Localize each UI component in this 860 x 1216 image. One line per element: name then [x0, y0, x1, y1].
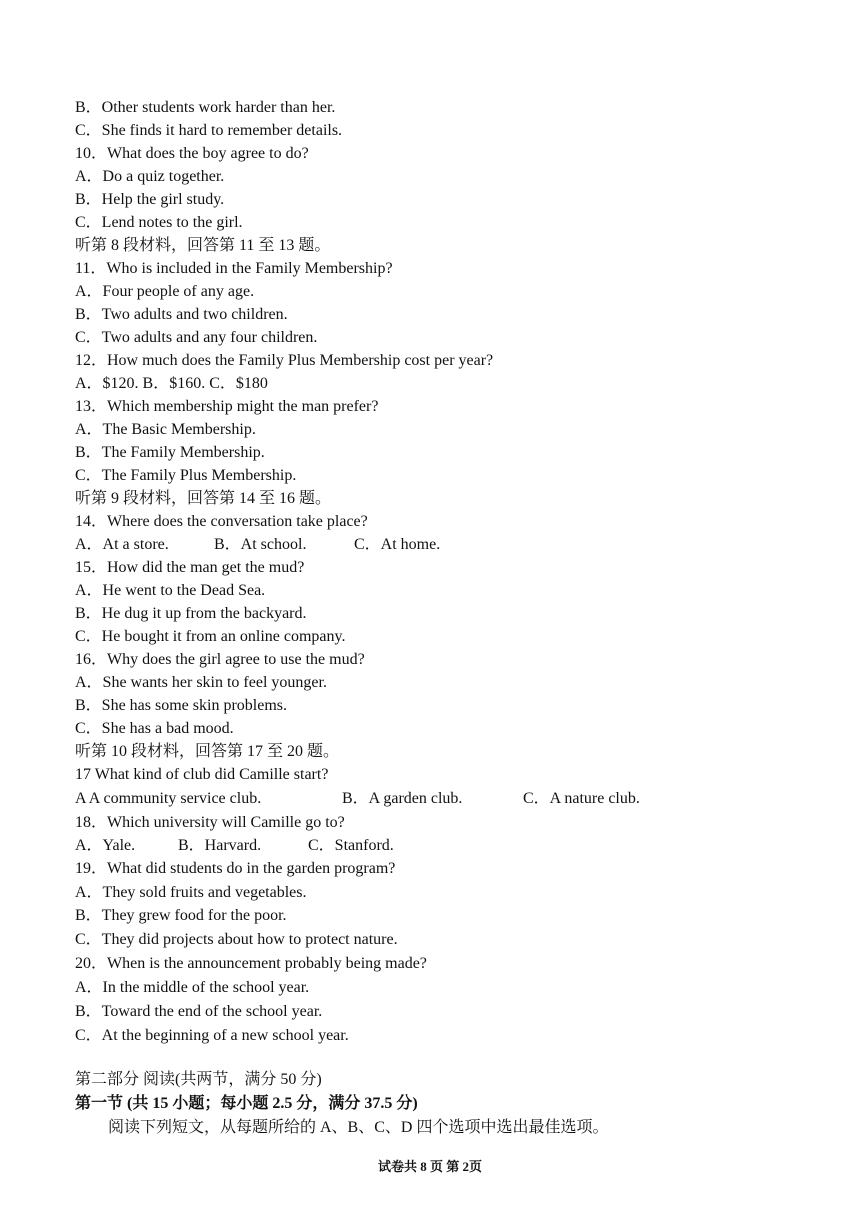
q16-option-a: A．She wants her skin to feel younger.: [75, 674, 327, 691]
q11-option-b: B．Two adults and two children.: [75, 306, 288, 323]
part2-instruction: 阅读下列短文，从每题所给的 A、B、C、D 四个选项中选出最佳选项。: [108, 1119, 609, 1136]
q19-option-a: A．They sold fruits and vegetables.: [75, 884, 307, 901]
q20-option-b: B．Toward the end of the school year.: [75, 1003, 323, 1020]
page-footer: 试卷共 8 页 第 2页: [377, 1159, 482, 1174]
section-instruction-8: 听第 8 段材料，回答第 11 至 13 题。: [75, 237, 331, 254]
q18-question: 18．Which university will Camille go to?: [75, 814, 345, 831]
q11-question: 11．Who is included in the Family Membership?: [75, 260, 393, 277]
q12-options: A．$120. B．$160. C．$180: [75, 375, 268, 392]
part2-title: 第二部分 阅读(共两节，满分 50 分): [75, 1071, 322, 1088]
q12-question: 12．How much does the Family Plus Membership cost per year?: [75, 352, 494, 369]
q13-question: 13．Which membership might the man prefer?: [75, 398, 379, 415]
q13-option-a: A．The Basic Membership.: [75, 421, 256, 438]
q15-option-b: B．He dug it up from the backyard.: [75, 605, 307, 622]
q16-option-b: B．She has some skin problems.: [75, 697, 287, 714]
q10-option-b: B．Help the girl study.: [75, 191, 225, 208]
part2-section1-heading: 第一节 (共 15 小题；每小题 2.5 分，满分 37.5 分): [75, 1095, 418, 1112]
q19-option-b: B．They grew food for the poor.: [75, 907, 287, 924]
q9-option-b: B．Other students work harder than her.: [75, 99, 336, 116]
q18-option-c: C．Stanford.: [308, 837, 394, 854]
q10-question: 10．What does the boy agree to do?: [75, 145, 309, 162]
q11-option-a: A．Four people of any age.: [75, 283, 255, 300]
q15-option-c: C．He bought it from an online company.: [75, 628, 346, 645]
section-instruction-9: 听第 9 段材料，回答第 14 至 16 题。: [75, 490, 332, 507]
q14-option-b: B．At school.: [214, 536, 307, 553]
q17-option-a: A A community service club.: [75, 790, 262, 807]
q19-option-c: C．They did projects about how to protect nature.: [75, 931, 398, 948]
q10-option-c: C．Lend notes to the girl.: [75, 214, 243, 231]
q10-option-a: A．Do a quiz together.: [75, 168, 225, 185]
q15-question: 15．How did the man get the mud?: [75, 559, 305, 576]
q14-option-c: C．At home.: [354, 536, 441, 553]
q18-option-b: B．Harvard.: [178, 837, 262, 854]
q14-option-a: A．At a store.: [75, 536, 169, 553]
q15-option-a: A．He went to the Dead Sea.: [75, 582, 266, 599]
q11-option-c: C．Two adults and any four children.: [75, 329, 318, 346]
q14-question: 14．Where does the conversation take place?: [75, 513, 368, 530]
q20-option-c: C．At the beginning of a new school year.: [75, 1027, 349, 1044]
q17-question: 17 What kind of club did Camille start?: [75, 766, 329, 783]
q19-question: 19．What did students do in the garden program?: [75, 860, 396, 877]
q9-option-c: C．She finds it hard to remember details.: [75, 122, 343, 139]
section-instruction-10: 听第 10 段材料，回答第 17 至 20 题。: [75, 743, 340, 760]
q20-option-a: A．In the middle of the school year.: [75, 979, 310, 996]
q16-question: 16．Why does the girl agree to use the mud?: [75, 651, 365, 668]
q17-option-b: B．A garden club.: [342, 790, 463, 807]
q16-option-c: C．She has a bad mood.: [75, 720, 234, 737]
q18-option-a: A．Yale.: [75, 837, 136, 854]
q13-option-b: B．The Family Membership.: [75, 444, 265, 461]
q17-option-c: C．A nature club.: [523, 790, 640, 807]
q13-option-c: C．The Family Plus Membership.: [75, 467, 297, 484]
q20-question: 20．When is the announcement probably being made?: [75, 955, 427, 972]
